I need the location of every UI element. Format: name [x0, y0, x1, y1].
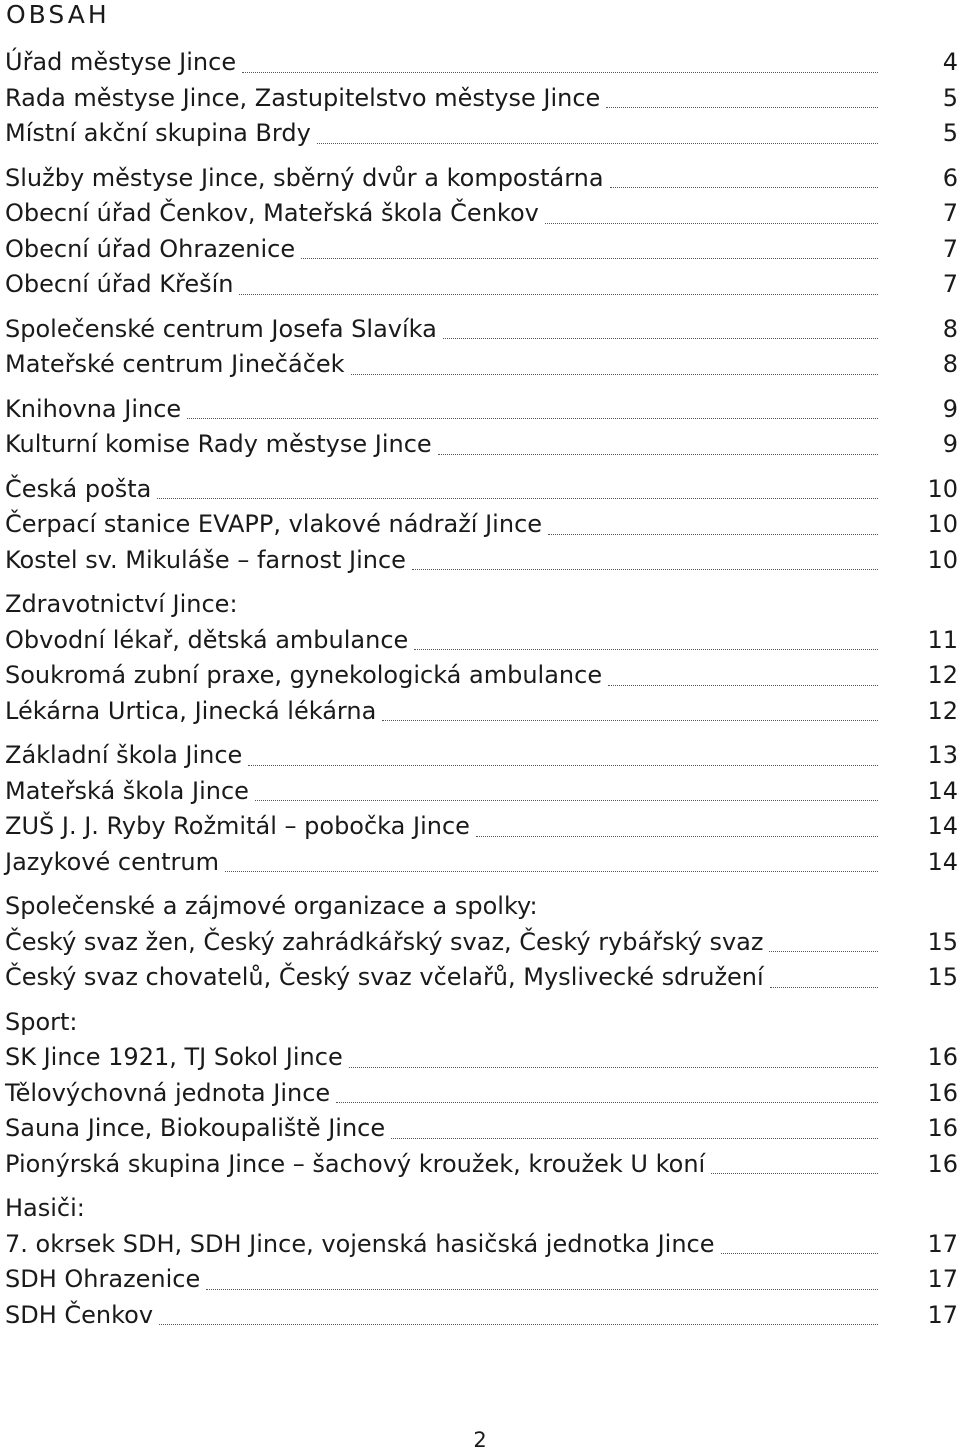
dot-leader: [610, 187, 878, 188]
toc-entry-label: Mateřské centrum Jinečáček: [5, 350, 345, 378]
toc-entry-label: Česká pošta: [5, 474, 152, 503]
toc-heading-label: Zdravotnictví Jince:: [5, 590, 238, 618]
dot-leader: [159, 1324, 878, 1325]
toc-entry-label: Čerpací stanice EVAPP, vlakové nádraží Jince: [5, 510, 543, 538]
toc-entry-label: Český svaz žen, Český zahrádkářský svaz, Český rybářský svaz: [5, 927, 764, 956]
toc-section: [5, 1191, 960, 1333]
toc-entry-label: Pionýrská skupina Jince – šachový kroužek, kroužek U koní: [5, 1149, 706, 1178]
toc-entry[interactable]: [5, 472, 960, 508]
toc-entry[interactable]: [5, 161, 960, 197]
toc-entry-label: Český svaz chovatelů, Český svaz včelařů, Myslivecké sdružení: [5, 963, 764, 991]
toc-section: [5, 312, 960, 383]
toc-entry-page: 14: [927, 812, 958, 840]
dot-leader: [476, 836, 878, 837]
dot-leader: [157, 498, 878, 499]
toc-entry[interactable]: [5, 1262, 960, 1298]
dot-leader: [336, 1102, 878, 1103]
toc-entry[interactable]: [5, 392, 960, 428]
toc-entry-page: 17: [927, 1229, 958, 1258]
toc-section-heading: [5, 889, 960, 925]
dot-leader: [391, 1138, 878, 1139]
toc-entry-page: 7: [942, 270, 958, 298]
toc-entry[interactable]: [5, 925, 960, 961]
toc-entry-label: SDH Čenkov: [5, 1300, 154, 1329]
toc-entry[interactable]: [5, 196, 960, 232]
toc-entry-page: 8: [942, 314, 958, 343]
toc-entry-label: Soukromá zubní praxe, gynekologická ambulance: [5, 661, 603, 689]
toc-entry[interactable]: [5, 81, 960, 117]
toc-entry-label: Základní škola Jince: [5, 741, 243, 769]
toc-entry-page: 16: [927, 1114, 958, 1142]
toc-entry-label: ZUŠ J. J. Ryby Rožmitál – pobočka Jince: [5, 812, 470, 840]
toc-entry[interactable]: [5, 694, 960, 730]
dot-leader: [414, 649, 878, 650]
toc-entry-page: 6: [942, 163, 958, 192]
toc-entry[interactable]: [5, 116, 960, 152]
toc-entry-page: 11: [927, 625, 958, 654]
page-number: 2: [473, 1428, 487, 1452]
toc-section-heading: [5, 587, 960, 623]
toc-entry[interactable]: [5, 845, 960, 881]
toc-heading-label: Sport:: [5, 1007, 78, 1036]
toc-entry-label: Mateřská škola Jince: [5, 776, 249, 805]
toc-entry[interactable]: [5, 312, 960, 348]
toc-entry-label: Kostel sv. Mikuláše – farnost Jince: [5, 545, 406, 574]
toc-entry-label: Obecní úřad Čenkov, Mateřská škola Čenkov: [5, 199, 539, 227]
toc-entry-page: 16: [927, 1149, 958, 1178]
toc-entry[interactable]: [5, 267, 960, 303]
toc-entry-page: 9: [942, 430, 958, 458]
toc-entry-label: SK Jince 1921, TJ Sokol Jince: [5, 1043, 343, 1071]
toc-section-heading: [5, 1005, 960, 1041]
toc-entry-page: 5: [942, 119, 958, 147]
dot-leader: [721, 1253, 878, 1254]
dot-leader: [711, 1173, 878, 1174]
dot-leader: [301, 258, 878, 259]
toc-entry-page: 10: [927, 474, 958, 503]
toc-entry-page: 9: [942, 394, 958, 423]
toc-entry-page: 10: [927, 510, 958, 538]
toc-entry-page: 13: [927, 741, 958, 769]
toc-entry-page: 10: [927, 545, 958, 574]
toc-entry[interactable]: [5, 774, 960, 810]
toc-entry[interactable]: [5, 232, 960, 268]
toc-entry-page: 7: [942, 199, 958, 227]
toc-entry-label: Obvodní lékař, dětská ambulance: [5, 625, 409, 654]
toc-entry-page: 8: [942, 350, 958, 378]
toc-entry-label: Jazykové centrum: [5, 847, 219, 876]
toc-entry-page: 4: [942, 48, 958, 76]
toc-entry-label: SDH Ohrazenice: [5, 1265, 201, 1293]
toc-section: [5, 738, 960, 880]
toc-entry[interactable]: [5, 1147, 960, 1183]
toc-entry-page: 14: [927, 847, 958, 876]
toc-entry[interactable]: [5, 45, 960, 81]
toc-heading-label: Hasiči:: [5, 1194, 85, 1222]
toc-entry[interactable]: [5, 507, 960, 543]
toc-entry[interactable]: [5, 1040, 960, 1076]
toc-entry[interactable]: [5, 738, 960, 774]
toc-entry-page: 5: [942, 83, 958, 112]
dot-leader: [606, 107, 878, 108]
dot-leader: [412, 569, 878, 570]
toc-heading-label: Společenské a zájmové organizace a spolky:: [5, 892, 538, 920]
page-title: OBSAH: [6, 0, 110, 29]
toc-entry-page: 16: [927, 1043, 958, 1071]
toc-entry-label: Lékárna Urtica, Jinecká lékárna: [5, 696, 377, 725]
dot-leader: [438, 454, 878, 455]
dot-leader: [225, 871, 878, 872]
toc-section: [5, 587, 960, 729]
toc-entry-page: 14: [927, 776, 958, 805]
dot-leader: [255, 800, 878, 801]
toc-entry-page: 15: [927, 927, 958, 956]
toc-entry-page: 17: [927, 1265, 958, 1293]
toc-entry-label: 7. okrsek SDH, SDH Jince, vojenská hasičská jednotka Jince: [5, 1229, 715, 1258]
toc-section: [5, 889, 960, 996]
toc-entry[interactable]: [5, 543, 960, 579]
toc-entry-label: Obecní úřad Křešín: [5, 270, 234, 298]
toc-entry[interactable]: [5, 427, 960, 463]
dot-leader: [608, 685, 878, 686]
toc-entry-page: 7: [942, 234, 958, 263]
toc-entry-label: Společenské centrum Josefa Slavíka: [5, 314, 437, 343]
toc-entry-label: Kulturní komise Rady městyse Jince: [5, 430, 432, 458]
table-of-contents: [5, 45, 960, 1342]
dot-leader: [349, 1067, 878, 1068]
toc-entry-label: Služby městyse Jince, sběrný dvůr a kompostárna: [5, 163, 604, 192]
dot-leader: [443, 338, 878, 339]
toc-entry-page: 12: [927, 661, 958, 689]
toc-entry-label: Tělovýchovná jednota Jince: [5, 1078, 331, 1107]
dot-leader: [239, 294, 878, 295]
toc-section-heading: [5, 1191, 960, 1227]
toc-section: [5, 161, 960, 303]
toc-entry[interactable]: [5, 1298, 960, 1334]
dot-leader: [545, 223, 878, 224]
toc-entry[interactable]: [5, 658, 960, 694]
dot-leader: [770, 987, 878, 988]
toc-entry[interactable]: [5, 623, 960, 659]
dot-leader: [317, 143, 878, 144]
toc-entry-label: Obecní úřad Ohrazenice: [5, 234, 296, 263]
toc-entry-page: 15: [927, 963, 958, 991]
toc-entry[interactable]: [5, 347, 960, 383]
toc-entry[interactable]: [5, 1111, 960, 1147]
toc-entry-label: Sauna Jince, Biokoupaliště Jince: [5, 1114, 386, 1142]
toc-section: [5, 472, 960, 579]
dot-leader: [382, 720, 878, 721]
dot-leader: [351, 374, 878, 375]
dot-leader: [248, 765, 878, 766]
toc-entry[interactable]: [5, 1227, 960, 1263]
dot-leader: [769, 951, 878, 952]
toc-entry-label: Knihovna Jince: [5, 394, 182, 423]
toc-entry[interactable]: [5, 960, 960, 996]
toc-section: [5, 392, 960, 463]
toc-entry-label: Místní akční skupina Brdy: [5, 119, 311, 147]
toc-entry[interactable]: [5, 1076, 960, 1112]
dot-leader: [187, 418, 878, 419]
dot-leader: [242, 72, 878, 73]
toc-entry-page: 16: [927, 1078, 958, 1107]
toc-entry[interactable]: [5, 809, 960, 845]
dot-leader: [206, 1289, 878, 1290]
toc-entry-label: Úřad městyse Jince: [5, 48, 237, 76]
toc-entry-page: 17: [927, 1300, 958, 1329]
toc-section: [5, 1005, 960, 1183]
toc-entry-label: Rada městyse Jince, Zastupitelstvo městyse Jince: [5, 83, 601, 112]
toc-entry-page: 12: [927, 696, 958, 725]
toc-section: [5, 45, 960, 152]
dot-leader: [548, 534, 878, 535]
